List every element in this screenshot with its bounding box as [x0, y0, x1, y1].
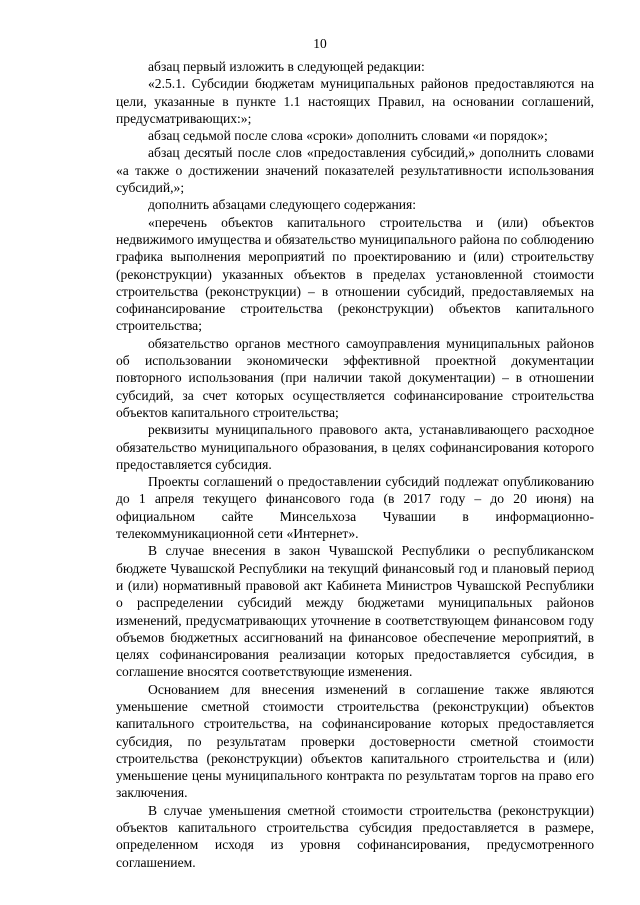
- page-number: 10: [313, 36, 327, 51]
- paragraph: Основанием для внесения изменений в соглашение также являются уменьшение сметной стоимости строительства (реконструкции) объектов капитального строительства, на софинансирование которых предоставляется субсидия, по результатам проверки достоверности сметной стоимости строительства (реконструкции) объектов капитального строительства и (или) уменьшение цены муниципального контракта по результатам торгов на право его заключения.: [116, 681, 594, 801]
- paragraph: «перечень объектов капитального строительства и (или) объектов недвижимого имущества и обязательство муниципального района по соблюдению графика выполнения мероприятий по проектированию и (или) строительству (реконструкции) указанных объектов в пределах установленной стоимости строительства (реконструкции) – в отношении субсидий, предоставляемых на софинансирование строительства (реконструкции) объектов капитального строительства;: [116, 214, 595, 334]
- paragraph: обязательство органов местного самоуправления муниципальных районов об использовании экономически эффективной проектной документации повторного использования (при наличии такой документации) – в отношении субсидий, за счет которых осуществляется софинансирование строительства объектов капитального строительства;: [116, 335, 594, 420]
- paragraph: «2.5.1. Субсидии бюджетам муниципальных районов предоставляются на цели, указанные в пункте 1.1 настоящих Правил, на основании соглашений, предусматривающих:»;: [116, 76, 594, 126]
- paragraph: дополнить абзацами следующего содержания:: [148, 197, 417, 213]
- paragraph: абзац десятый после слов «предоставления субсидий,» дополнить словами «а также о достижении значений показателей результативности использования субсидий,»;: [116, 145, 594, 196]
- paragraph: В случае уменьшения сметной стоимости строительства (реконструкции) объектов капитального строительства субсидия предоставляется в размере, определенном исходя из уровня софинансирования, предусмотренного соглашением.: [116, 802, 594, 870]
- paragraph: Проекты соглашений о предоставлении субсидий подлежат опубликованию до 1 апреля текущего финансового года (в 2017 году – до 20 июня) на официальном сайте Минсельхоза Чувашии в информационно-телекоммуникационной сети «Интернет».: [116, 474, 594, 542]
- paragraph: В случае внесения в закон Чувашской Республики о республиканском бюджете Чувашской Республики на текущий финансовый год и плановый период и (или) нормативный правовой акт Кабинета Министров Чувашской Республики о распределении субсидий между бюджетами муниципальных районов изменений, предусматривающих уточнение в соответствующем финансовом году объемов бюджетных ассигнований на финансовое обеспечение мероприятий, в целях софинансирования реализации которых предоставляется субсидия, в соглашение вносятся соответствующие изменения.: [116, 543, 594, 680]
- document-body: [116, 58, 594, 871]
- paragraph: абзац седьмой после слова «сроки» дополнить словами «и порядок»;: [148, 128, 548, 144]
- paragraph: абзац первый изложить в следующей редакции:: [148, 59, 425, 74]
- paragraph: реквизиты муниципального правового акта, устанавливающего расходное обязательство муниципального образования, в целях софинансирования которого предоставляется субсидия.: [116, 422, 594, 472]
